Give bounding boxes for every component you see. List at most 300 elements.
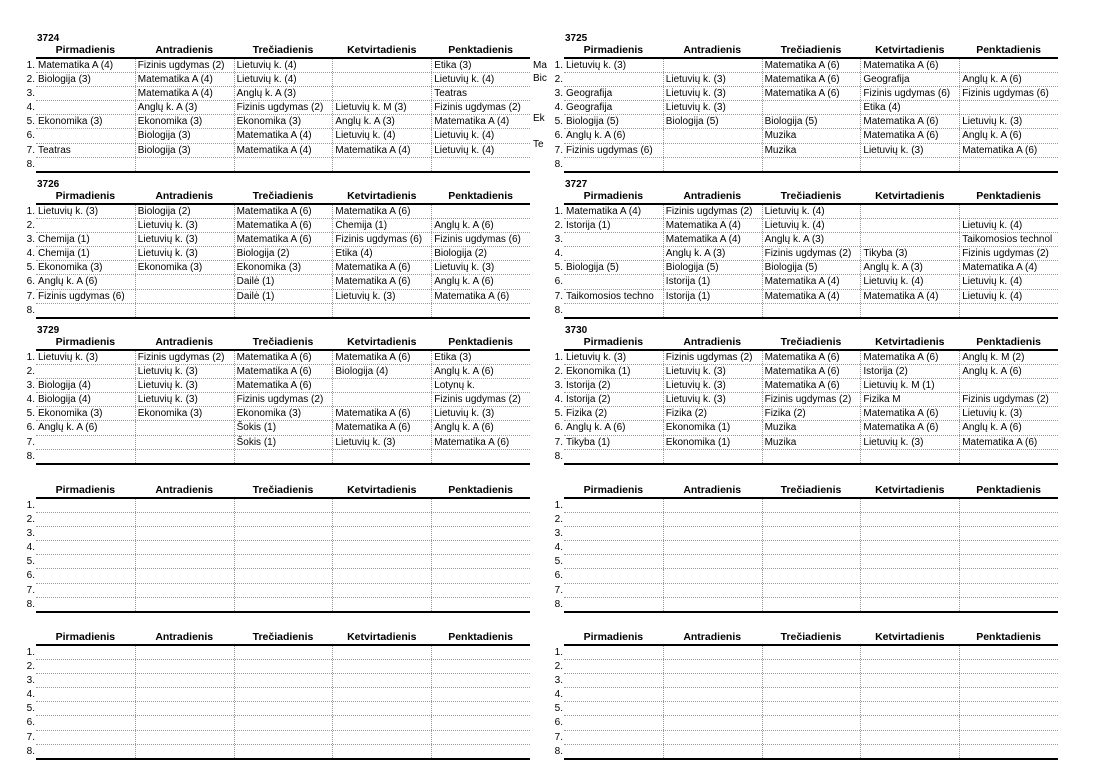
lesson-cell: Matematika A (4) (762, 275, 861, 288)
lesson-row (554, 275, 1058, 289)
lesson-cell (234, 716, 333, 729)
lesson-cell: Matematika A (6) (234, 219, 333, 232)
timetable-3726 (26, 179, 530, 319)
lesson-row (554, 646, 1058, 660)
lesson-cell (36, 527, 135, 540)
row-number: 7. (554, 144, 563, 156)
lesson-row (554, 407, 1058, 421)
row-number: 3. (554, 528, 563, 540)
lesson-cell: Lietuvių k. (3) (332, 290, 431, 303)
lesson-cell: Anglų k. A (6) (431, 421, 530, 434)
lesson-cell (234, 450, 333, 463)
lesson-cell (663, 584, 762, 597)
lesson-cell (332, 702, 431, 715)
lesson-row (26, 101, 530, 115)
lesson-row (26, 513, 530, 527)
row-number: 6. (554, 570, 563, 582)
lesson-cell: Fizinis ugdymas (6) (431, 233, 530, 246)
lesson-cell (332, 555, 431, 568)
lesson-cell (959, 702, 1058, 715)
lesson-cell (564, 233, 663, 246)
day-header: Trečiadienis (780, 484, 842, 496)
lesson-cell: Etika (4) (860, 101, 959, 114)
timetable-title: 3725 (565, 33, 588, 44)
lesson-cell: Matematika A (4) (663, 233, 762, 246)
row-number: 8. (554, 158, 563, 170)
lesson-row (26, 351, 530, 365)
day-header: Ketvirtadienis (347, 631, 417, 643)
lesson-cell (36, 87, 135, 100)
lesson-cell (431, 584, 530, 597)
lesson-cell: Anglų k. A (6) (959, 129, 1058, 142)
lesson-cell (135, 688, 234, 701)
row-number: 6. (554, 422, 563, 434)
lesson-cell (564, 688, 663, 701)
lesson-row (554, 731, 1058, 745)
lesson-cell (36, 584, 135, 597)
lesson-cell: Lietuvių k. (4) (860, 275, 959, 288)
lesson-cell (663, 513, 762, 526)
row-number: 7. (26, 584, 35, 596)
lesson-row (554, 541, 1058, 555)
row-number: 5. (26, 262, 35, 274)
lesson-cell (431, 598, 530, 611)
lesson-cell: Matematika A (6) (332, 275, 431, 288)
day-header: Trečiadienis (252, 484, 314, 496)
lesson-cell (332, 674, 431, 687)
timetable-3729 (26, 325, 530, 465)
lesson-cell: Ekonomika (3) (135, 261, 234, 274)
lesson-cell: Fizinis ugdymas (6) (959, 87, 1058, 100)
lesson-cell (762, 731, 861, 744)
lesson-cell (36, 499, 135, 512)
lesson-cell: Lietuvių k. (3) (959, 407, 1058, 420)
lesson-cell (36, 598, 135, 611)
lesson-row (26, 219, 530, 233)
row-number: 6. (26, 276, 35, 288)
lesson-cell (234, 527, 333, 540)
lesson-cell: Ekonomika (1) (566, 366, 631, 378)
lesson-row (554, 598, 1058, 613)
timetable-3730 (554, 325, 1058, 465)
lesson-cell: Biologija (2) (431, 247, 530, 260)
lesson-cell (431, 158, 530, 171)
lesson-cell (762, 702, 861, 715)
lesson-cell: Lietuvių k. (3) (135, 233, 234, 246)
lesson-cell: Fizinis ugdymas (2) (234, 101, 333, 114)
timetable-empty (554, 620, 1058, 760)
lesson-row (26, 555, 530, 569)
lesson-row (26, 527, 530, 541)
lesson-cell (762, 569, 861, 582)
lesson-cell (959, 450, 1058, 463)
lesson-row (554, 513, 1058, 527)
day-header: Trečiadienis (252, 631, 314, 643)
lesson-cell (135, 513, 234, 526)
row-number: 6. (26, 130, 35, 142)
lesson-row (26, 584, 530, 598)
lesson-row (26, 499, 530, 513)
lesson-cell (36, 365, 135, 378)
timetable-3727 (554, 179, 1058, 319)
lesson-cell (959, 527, 1058, 540)
lesson-row (554, 716, 1058, 730)
lesson-cell (564, 527, 663, 540)
lesson-cell: Lietuvių k. (4) (431, 129, 530, 142)
row-number: 8. (26, 598, 35, 610)
row-number: 5. (554, 556, 563, 568)
row-number: 5. (554, 408, 563, 420)
lesson-cell: Fizinis ugdymas (2) (431, 101, 530, 114)
lesson-cell (663, 499, 762, 512)
lesson-row (554, 527, 1058, 541)
day-header: Trečiadienis (780, 190, 842, 202)
row-number: 1. (554, 60, 563, 71)
lesson-cell: Anglų k. A (3) (762, 233, 861, 246)
lesson-cell: Fizinis ugdymas (6) (860, 87, 959, 100)
lesson-cell (135, 731, 234, 744)
header-row (36, 336, 530, 351)
lesson-cell: Taikomosios techno (566, 290, 654, 302)
lesson-cell: Lietuvių k. (4) (431, 144, 530, 157)
lesson-cell (332, 158, 431, 171)
lesson-cell: Biologija (5) (566, 262, 619, 274)
day-header: Antradienis (683, 484, 742, 496)
timetable-title (36, 473, 530, 484)
lesson-cell: Geografija (860, 73, 959, 86)
row-number: 7. (26, 731, 35, 743)
lesson-row (554, 569, 1058, 583)
lesson-cell: Muzika (762, 436, 861, 449)
row-number: 3. (554, 234, 563, 246)
lesson-cell (564, 745, 663, 758)
day-header: Ketvirtadienis (875, 484, 945, 496)
day-header: Ketvirtadienis (875, 44, 945, 56)
lesson-row (554, 144, 1058, 158)
lesson-cell (762, 541, 861, 554)
lesson-cell (332, 745, 431, 758)
timetable-3724 (26, 33, 530, 173)
lesson-cell (234, 513, 333, 526)
row-number: 5. (554, 116, 563, 128)
lesson-cell (36, 688, 135, 701)
lesson-cell: Lietuvių k. (3) (663, 101, 762, 114)
lesson-cell (36, 129, 135, 142)
lesson-row (554, 365, 1058, 379)
lesson-cell: Anglų k. A (6) (959, 365, 1058, 378)
lesson-row (554, 674, 1058, 688)
lesson-cell (762, 688, 861, 701)
lesson-row (26, 275, 530, 289)
lesson-cell (36, 450, 135, 463)
lesson-cell: Anglų k. A (6) (38, 422, 98, 434)
lesson-cell: Biologija (5) (663, 261, 762, 274)
lesson-cell: Biologija (5) (566, 116, 619, 128)
lesson-row (26, 304, 530, 319)
header-row (564, 190, 1058, 205)
lesson-cell: Matematika A (6) (234, 351, 333, 364)
timetable-title (564, 473, 1058, 484)
lesson-row (26, 393, 530, 407)
row-number: 7. (26, 144, 35, 156)
lesson-cell (860, 598, 959, 611)
lesson-cell (860, 555, 959, 568)
lesson-cell (663, 59, 762, 72)
timetable-3725 (554, 33, 1058, 173)
lesson-cell (234, 584, 333, 597)
lesson-cell: Lietuvių k. (4) (431, 73, 530, 86)
lesson-cell (234, 158, 333, 171)
row-number: 3. (26, 88, 35, 100)
lesson-cell (959, 541, 1058, 554)
row-number: 3. (554, 675, 563, 687)
lesson-cell (36, 555, 135, 568)
lesson-cell: Biologija (3) (38, 74, 91, 86)
lesson-cell (959, 688, 1058, 701)
lesson-cell: Ekonomika (3) (38, 262, 103, 274)
lesson-row (26, 379, 530, 393)
lesson-cell: Istorija (1) (663, 290, 762, 303)
lesson-cell (234, 731, 333, 744)
lesson-cell (762, 499, 861, 512)
lesson-row (554, 450, 1058, 465)
lesson-cell: Anglų k. M (2) (959, 351, 1058, 364)
day-header: Ketvirtadienis (875, 631, 945, 643)
lesson-cell: Ekonomika (3) (135, 407, 234, 420)
lesson-row (26, 144, 530, 158)
lesson-cell: Matematika A (6) (959, 144, 1058, 157)
lesson-cell (431, 450, 530, 463)
lesson-row (26, 541, 530, 555)
lesson-row (554, 129, 1058, 143)
lesson-cell: Biologija (2) (135, 205, 234, 218)
lesson-cell (663, 702, 762, 715)
lesson-cell (564, 702, 663, 715)
lesson-cell: Istorija (1) (566, 220, 611, 232)
lesson-cell: Istorija (2) (566, 394, 611, 406)
lesson-cell (959, 598, 1058, 611)
lesson-cell (564, 716, 663, 729)
timetable-empty (554, 473, 1058, 613)
row-number: 1. (26, 60, 35, 71)
lesson-cell: Lietuvių k. (3) (135, 219, 234, 232)
row-number: 5. (26, 703, 35, 715)
lesson-cell (959, 674, 1058, 687)
lesson-cell: Anglų k. A (3) (332, 115, 431, 128)
lesson-cell (431, 541, 530, 554)
lesson-cell (135, 674, 234, 687)
day-header: Ketvirtadienis (875, 336, 945, 348)
lesson-row (26, 674, 530, 688)
lesson-cell: Matematika A (4) (566, 206, 642, 217)
lesson-cell (860, 527, 959, 540)
lesson-cell: Anglų k. A (6) (431, 365, 530, 378)
lesson-cell (860, 205, 959, 218)
row-number: 7. (26, 290, 35, 302)
row-number: 3. (554, 380, 563, 392)
lesson-cell: Matematika A (6) (332, 407, 431, 420)
lesson-cell (36, 219, 135, 232)
lesson-cell (135, 646, 234, 659)
lesson-cell (860, 688, 959, 701)
lesson-cell: Chemija (1) (38, 234, 90, 246)
lesson-cell (959, 59, 1058, 72)
lesson-row (554, 233, 1058, 247)
lesson-cell: Matematika A (4) (135, 73, 234, 86)
lesson-cell: Anglų k. A (6) (431, 219, 530, 232)
lesson-cell (663, 716, 762, 729)
lesson-cell: Anglų k. A (6) (566, 422, 626, 434)
overflow-text: Ma (533, 60, 547, 71)
row-number: 7. (554, 290, 563, 302)
lesson-cell (234, 499, 333, 512)
lesson-cell: Chemija (1) (38, 248, 90, 260)
timetable-empty (26, 620, 530, 760)
row-number: 8. (554, 745, 563, 757)
lesson-cell (36, 702, 135, 715)
day-header: Penktadienis (976, 484, 1041, 496)
row-number: 7. (26, 436, 35, 448)
row-number: 6. (554, 130, 563, 142)
row-number: 2. (26, 220, 35, 232)
row-number: 4. (554, 394, 563, 406)
row-number: 1. (554, 647, 563, 658)
lesson-cell: Ekonomika (3) (38, 408, 103, 420)
lesson-cell: Matematika A (6) (959, 436, 1058, 449)
lesson-cell (332, 450, 431, 463)
row-number: 1. (554, 500, 563, 511)
lesson-cell (234, 541, 333, 554)
row-number: 4. (554, 542, 563, 554)
lesson-row (26, 731, 530, 745)
lesson-cell: Anglų k. A (3) (234, 87, 333, 100)
lesson-cell (564, 646, 663, 659)
day-header: Pirmadienis (583, 631, 644, 643)
lesson-cell (663, 144, 762, 157)
lesson-cell: Etika (4) (332, 247, 431, 260)
lesson-cell: Fizika M (860, 393, 959, 406)
lesson-cell: Fizinis ugdymas (2) (663, 205, 762, 218)
lesson-cell (860, 304, 959, 317)
lesson-row (554, 499, 1058, 513)
lesson-row (26, 59, 530, 73)
timetable-title: 3724 (37, 33, 60, 44)
lesson-row (554, 393, 1058, 407)
lesson-cell: Lietuvių k. (4) (234, 59, 333, 72)
row-number: 1. (26, 500, 35, 511)
day-header: Pirmadienis (583, 190, 644, 202)
lesson-row (26, 745, 530, 760)
lesson-cell: Lietuvių k. (3) (135, 247, 234, 260)
lesson-row (554, 115, 1058, 129)
lesson-cell (36, 569, 135, 582)
lesson-cell: Muzika (762, 144, 861, 157)
lesson-cell (762, 660, 861, 673)
lesson-cell: Fizinis ugdymas (6) (332, 233, 431, 246)
lesson-cell (332, 688, 431, 701)
lesson-cell: Lietuvių k. (4) (959, 290, 1058, 303)
row-number: 3. (26, 380, 35, 392)
lesson-cell (135, 660, 234, 673)
lesson-cell (332, 731, 431, 744)
lesson-cell: Anglų k. A (6) (566, 130, 626, 142)
lesson-cell: Chemija (1) (332, 219, 431, 232)
lesson-cell: Fizinis ugdymas (6) (566, 144, 653, 156)
lesson-cell (564, 304, 663, 317)
lesson-cell (762, 674, 861, 687)
row-number: 5. (554, 262, 563, 274)
day-header: Antradienis (155, 631, 214, 643)
lesson-cell: Taikomosios technol (959, 233, 1058, 246)
lesson-cell: Tikyba (1) (566, 436, 611, 448)
lesson-cell: Šokis (1) (234, 436, 333, 449)
row-number: 2. (554, 366, 563, 378)
timetable-title: 3726 (37, 179, 60, 190)
row-number: 6. (554, 276, 563, 288)
day-header: Ketvirtadienis (347, 44, 417, 56)
lesson-cell (332, 379, 431, 392)
lesson-row (554, 59, 1058, 73)
lesson-cell (564, 73, 663, 86)
lesson-cell: Lietuvių k. (3) (663, 393, 762, 406)
row-number: 2. (26, 366, 35, 378)
lesson-cell: Matematika A (6) (234, 379, 333, 392)
lesson-row (26, 158, 530, 173)
lesson-cell (135, 598, 234, 611)
lesson-cell (135, 527, 234, 540)
row-number: 5. (26, 408, 35, 420)
lesson-cell (663, 304, 762, 317)
row-number: 3. (554, 88, 563, 100)
lesson-cell (959, 569, 1058, 582)
lesson-cell (762, 555, 861, 568)
lesson-cell: Lietuvių k. (3) (663, 365, 762, 378)
day-header: Trečiadienis (252, 190, 314, 202)
timetable-title: 3729 (37, 325, 60, 336)
row-number: 2. (554, 514, 563, 526)
lesson-cell: Matematika A (4) (135, 87, 234, 100)
lesson-row (26, 436, 530, 450)
lesson-cell: Lietuvių k. (3) (135, 365, 234, 378)
row-number: 3. (26, 234, 35, 246)
lesson-cell: Dailė (1) (234, 275, 333, 288)
lesson-cell: Matematika A (6) (234, 233, 333, 246)
lesson-cell: Ekonomika (1) (663, 421, 762, 434)
lesson-cell (36, 731, 135, 744)
lesson-cell (860, 499, 959, 512)
day-header: Trečiadienis (780, 631, 842, 643)
lesson-cell: Biologija (3) (135, 129, 234, 142)
lesson-cell: Matematika A (6) (860, 421, 959, 434)
lesson-cell (860, 513, 959, 526)
lesson-row (554, 73, 1058, 87)
lesson-cell: Matematika A (4) (860, 290, 959, 303)
lesson-cell (431, 513, 530, 526)
lesson-row (26, 569, 530, 583)
lesson-cell (860, 233, 959, 246)
lesson-cell: Geografija (566, 102, 613, 114)
lesson-cell (332, 87, 431, 100)
lesson-cell: Matematika A (6) (860, 129, 959, 142)
day-header: Penktadienis (448, 190, 513, 202)
lesson-cell (36, 158, 135, 171)
timetable-title (36, 620, 530, 631)
day-header: Penktadienis (976, 44, 1041, 56)
row-number: 2. (554, 74, 563, 86)
lesson-cell (332, 660, 431, 673)
lesson-cell: Matematika A (6) (762, 365, 861, 378)
lesson-row (26, 261, 530, 275)
